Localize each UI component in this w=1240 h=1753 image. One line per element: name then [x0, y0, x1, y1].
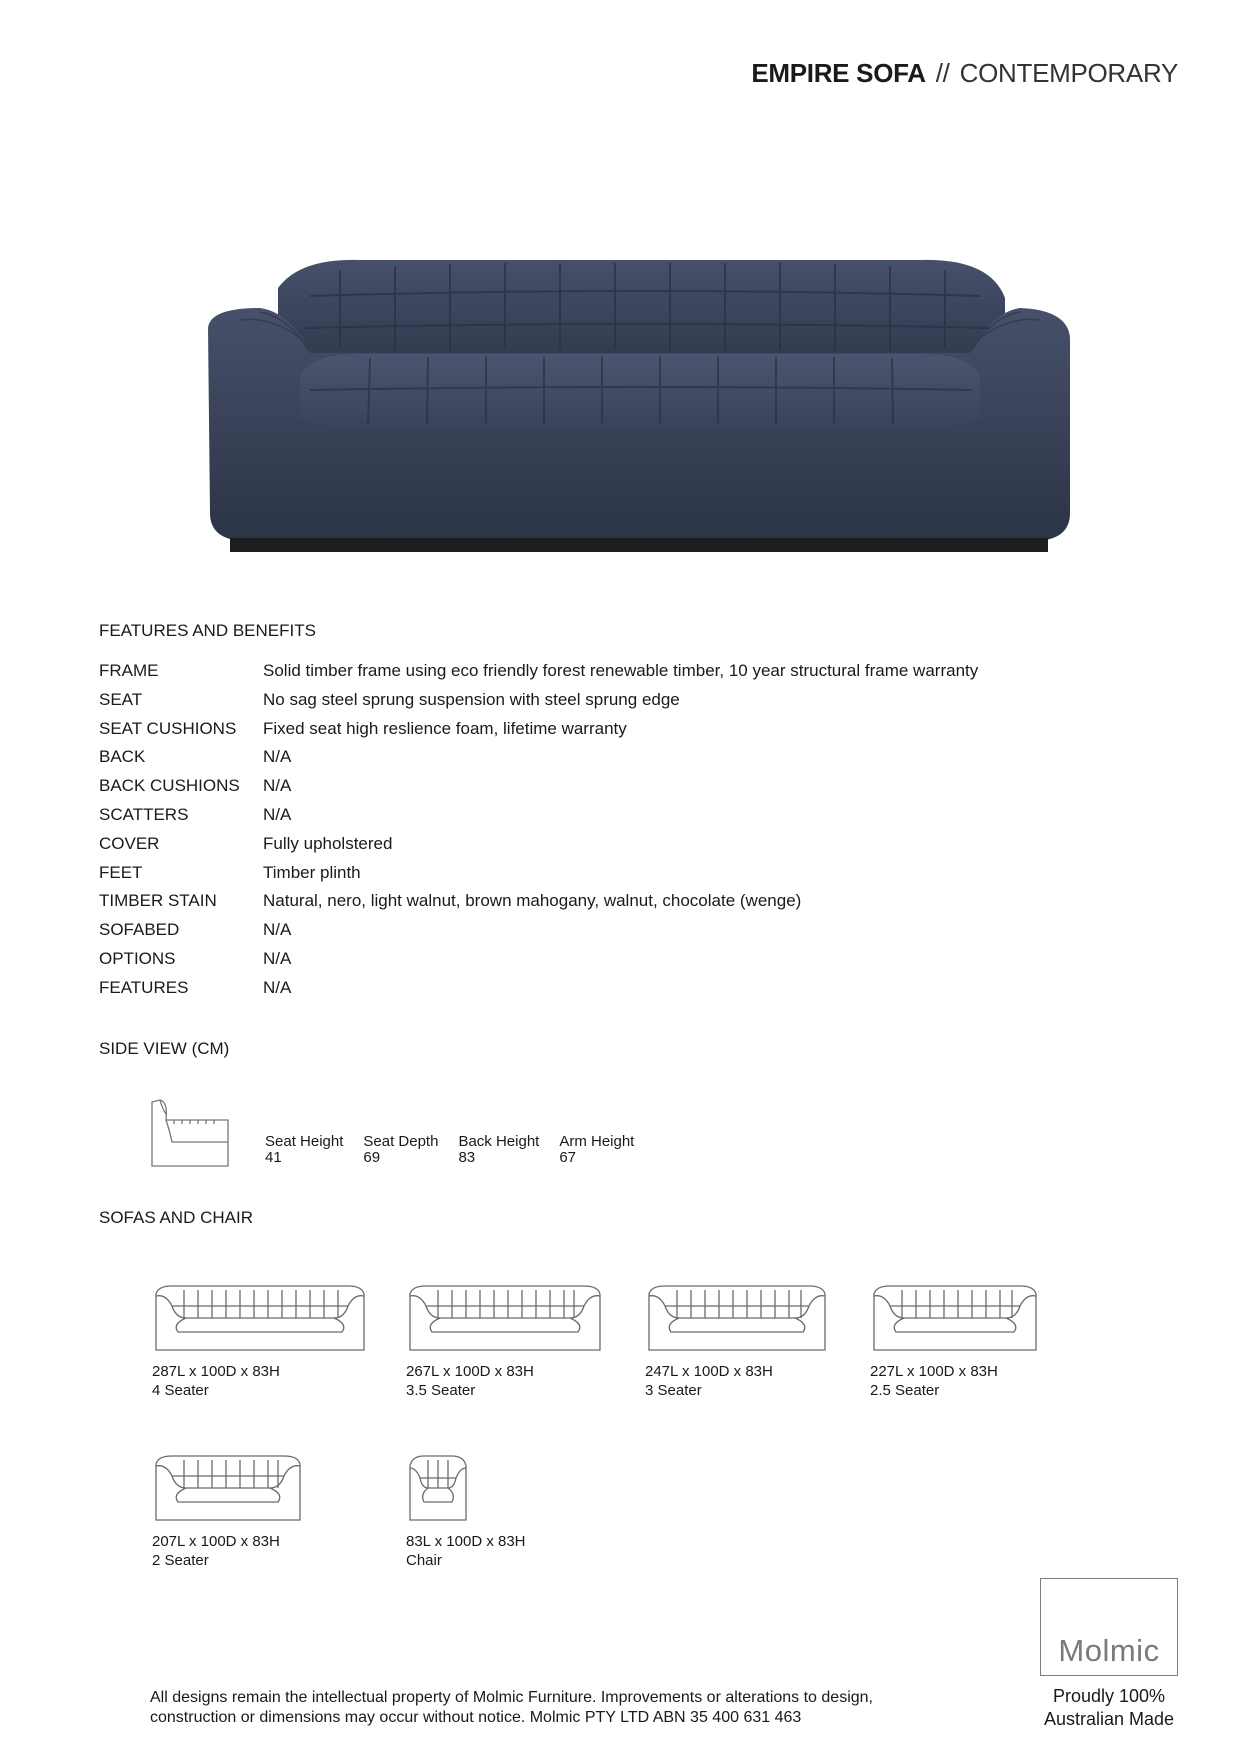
model-dimensions: 83L x 100D x 83H — [406, 1533, 526, 1550]
tagline-line-1: Proudly 100% — [1052, 1686, 1166, 1706]
feature-row — [99, 920, 978, 949]
footer-line-1: All designs remain the intellectual property of Molmic Furniture. Improvements or alterations to design, — [150, 1689, 873, 1706]
molmic-logo — [1040, 1578, 1178, 1676]
feature-label: SCATTERS — [99, 804, 189, 824]
feature-label: FEATURES — [99, 977, 189, 997]
feature-row — [99, 661, 978, 690]
measure-label: Back Height — [458, 1133, 540, 1150]
product-name: EMPIRE SOFA — [751, 58, 926, 88]
model-dimensions: 287L x 100D x 83H — [152, 1363, 280, 1380]
feature-value: N/A — [263, 776, 292, 796]
feature-row — [99, 978, 978, 1007]
page-header — [751, 58, 1178, 89]
legal-footer — [150, 1688, 950, 1728]
model-2-seater — [152, 1454, 304, 1570]
model-dimensions: 247L x 100D x 83H — [645, 1363, 773, 1380]
sofa-front-icon — [152, 1454, 304, 1522]
measure-value: 41 — [265, 1149, 282, 1166]
side-view-icon — [148, 1098, 232, 1170]
feature-label: BACK — [99, 747, 146, 767]
model-2-5-seater — [870, 1284, 1040, 1400]
footer-line-2: construction or dimensions may occur without notice. Molmic PTY LTD ABN 35 400 631 463 — [150, 1709, 802, 1726]
feature-label: SEAT — [99, 689, 143, 709]
model-dimensions: 227L x 100D x 83H — [870, 1363, 998, 1380]
collection-name: CONTEMPORARY — [959, 58, 1178, 88]
feature-label: TIMBER STAIN — [99, 891, 217, 911]
sofas-title: SOFAS AND CHAIR — [99, 1208, 253, 1227]
measure-label: Seat Depth — [363, 1133, 439, 1150]
model-name: Chair — [406, 1552, 442, 1569]
header-separator: // — [935, 58, 950, 88]
sofa-front-icon — [406, 1284, 604, 1352]
model-name: 2 Seater — [152, 1552, 209, 1569]
logo-text: Molmic — [1058, 1633, 1160, 1668]
feature-value: Fully upholstered — [263, 833, 393, 853]
side-view-measures — [265, 1134, 634, 1166]
feature-label: SEAT CUSHIONS — [99, 718, 237, 738]
model-3-5-seater — [406, 1284, 604, 1400]
model-name: 4 Seater — [152, 1382, 209, 1399]
tagline-line-2: Australian Made — [1043, 1709, 1175, 1729]
model-dimensions: 207L x 100D x 83H — [152, 1533, 280, 1550]
measure-label: Arm Height — [559, 1133, 635, 1150]
model-name: 3 Seater — [645, 1382, 702, 1399]
feature-row — [99, 776, 978, 805]
feature-value: N/A — [263, 747, 292, 767]
measure-back-height — [458, 1134, 539, 1166]
measure-seat-height — [265, 1134, 343, 1166]
feature-row — [99, 891, 978, 920]
side-view-title: SIDE VIEW (CM) — [99, 1039, 230, 1058]
feature-value: Timber plinth — [263, 862, 361, 882]
feature-row — [99, 863, 978, 892]
sofa-front-icon — [645, 1284, 829, 1352]
measure-value: 69 — [363, 1149, 381, 1166]
features-title: FEATURES AND BENEFITS — [99, 621, 316, 638]
feature-label: BACK CUSHIONS — [99, 776, 240, 796]
feature-value: Solid timber frame using eco friendly forest renewable timber, 10 year structural frame warranty — [263, 661, 979, 680]
model-3-seater — [645, 1284, 829, 1400]
model-chair — [406, 1454, 526, 1570]
feature-value: N/A — [263, 920, 292, 940]
model-4-seater — [152, 1284, 368, 1400]
feature-value: Fixed seat high reslience foam, lifetime warranty — [263, 718, 627, 738]
feature-row — [99, 690, 978, 719]
feature-row — [99, 719, 978, 748]
feature-label: COVER — [99, 833, 160, 853]
feature-value: No sag steel sprung suspension with steel sprung edge — [263, 689, 680, 709]
measure-seat-depth — [363, 1134, 438, 1166]
model-name: 2.5 Seater — [870, 1382, 940, 1399]
measure-value: 67 — [559, 1149, 577, 1166]
measure-label: Seat Height — [265, 1133, 344, 1150]
feature-value: N/A — [263, 977, 292, 997]
sofa-product-image — [200, 258, 1080, 558]
sofa-front-icon — [152, 1284, 368, 1352]
features-table — [99, 661, 978, 1007]
tagline — [1025, 1685, 1193, 1731]
feature-value: N/A — [263, 948, 292, 968]
chair-front-icon — [406, 1454, 472, 1522]
measure-value: 83 — [458, 1149, 476, 1166]
feature-row — [99, 949, 978, 978]
feature-label: OPTIONS — [99, 948, 176, 968]
sofa-front-icon — [870, 1284, 1040, 1352]
feature-label: SOFABED — [99, 920, 180, 940]
measure-arm-height — [559, 1134, 634, 1166]
model-dimensions: 267L x 100D x 83H — [406, 1363, 534, 1380]
feature-row — [99, 747, 978, 776]
feature-row — [99, 805, 978, 834]
feature-value: N/A — [263, 804, 292, 824]
feature-value: Natural, nero, light walnut, brown mahogany, walnut, chocolate (wenge) — [263, 891, 802, 911]
model-name: 3.5 Seater — [406, 1382, 476, 1399]
feature-label: FRAME — [99, 661, 159, 680]
feature-row — [99, 834, 978, 863]
feature-label: FEET — [99, 862, 143, 882]
